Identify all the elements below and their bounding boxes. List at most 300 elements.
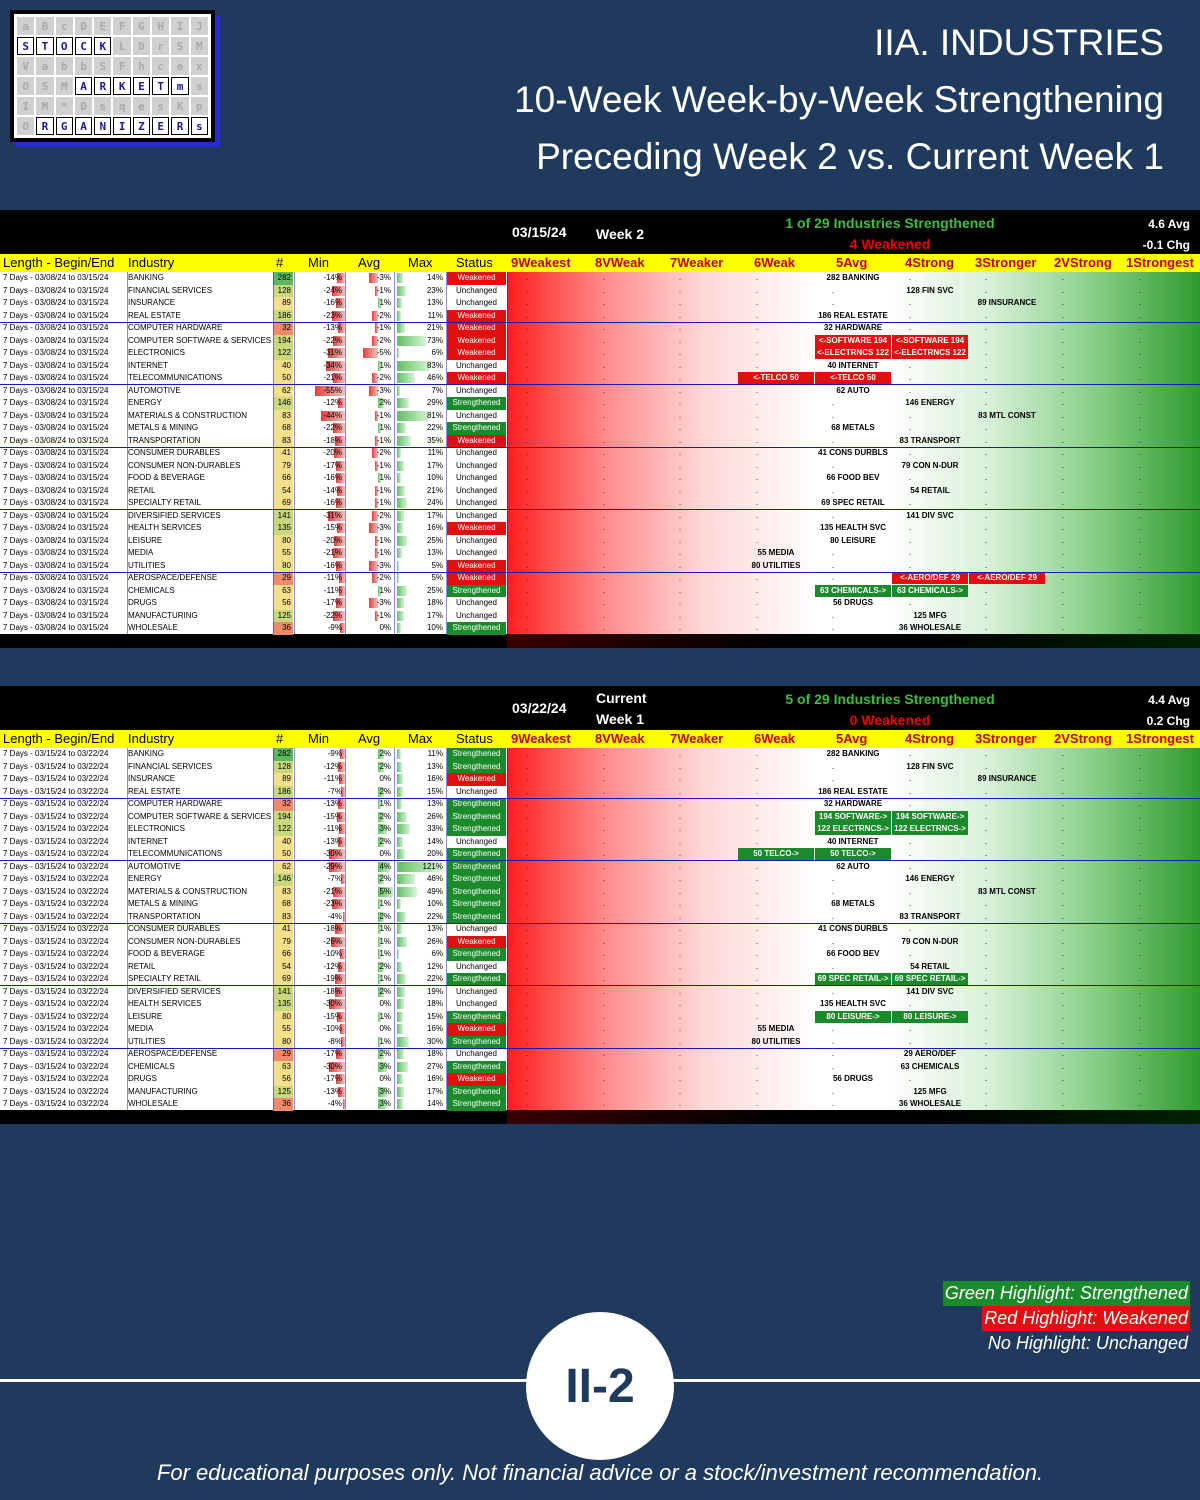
logo-cell: D [133,37,150,55]
empty-cell: . [1138,598,1142,607]
status-cell: Unchanged [456,598,497,607]
industry-cell: CONSUMER NON-DURABLES [128,936,241,946]
empty-cell: . [678,335,682,345]
avg-cell: 1% [379,936,391,946]
max-cell: 25% [426,535,443,545]
rank-tag: 40 INTERNET [827,360,879,370]
length-cell: 7 Days - 03/08/24 to 03/15/24 [3,360,109,370]
empty-cell: . [1061,1074,1065,1083]
empty-cell: . [908,899,912,908]
max-cell: 13% [426,298,443,307]
avg-cell: -1% [376,435,391,445]
avg-cell: -1% [376,498,391,507]
max-cell: 16% [426,1074,443,1083]
empty-cell: . [602,573,606,582]
rank-tag: 83 MTL CONST [978,886,1036,896]
length-cell: 7 Days - 03/08/24 to 03/15/24 [3,385,109,395]
empty-cell: . [602,1074,606,1083]
empty-cell: . [525,986,529,996]
empty-cell: . [602,373,606,382]
min-cell: -31% [323,510,342,520]
status-cell: Unchanged [456,999,497,1008]
max-cell: 121% [422,861,443,871]
rank-tag: 80 LEISURE-> [892,1011,968,1023]
status-cell: Unchanged [456,510,497,520]
industry-cell: COMPUTER SOFTWARE & SERVICES [128,335,272,345]
empty-cell: . [525,999,529,1008]
count-cell: 135 [273,522,293,535]
empty-cell: . [755,999,759,1008]
empty-cell: . [525,1049,529,1058]
column-header: Status [456,731,493,746]
avg-cell: 1% [379,360,391,370]
empty-cell: . [678,510,682,520]
industry-cell: FOOD & BEVERAGE [128,473,205,482]
industry-cell: COMPUTER HARDWARE [128,799,223,808]
min-cell: -22% [323,610,342,620]
empty-cell: . [984,936,988,946]
table-row [0,560,1200,573]
chg-value: 0.2 Chg [1146,714,1190,728]
table-row [0,911,1200,924]
empty-cell: . [525,385,529,395]
max-cell: 10% [426,899,443,908]
logo-cell: b [75,57,92,75]
logo-cell: Z [133,117,150,135]
min-cell: -21% [323,886,342,896]
empty-cell: . [525,360,529,370]
industry-cell: CONSUMER DURABLES [128,924,221,933]
max-cell: 16% [426,774,443,783]
empty-cell: . [908,849,912,858]
empty-cell: . [602,560,606,570]
empty-cell: . [602,498,606,507]
status-cell: Strengthened [447,948,506,961]
length-cell: 7 Days - 03/15/24 to 03/22/24 [3,1049,109,1058]
empty-cell: . [525,373,529,382]
status-cell: Weakened [447,1023,506,1036]
min-cell: -10% [323,949,342,958]
empty-cell: . [1061,836,1065,846]
industry-cell: REAL ESTATE [128,786,181,796]
empty-cell: . [1061,473,1065,482]
empty-cell: . [984,623,988,632]
column-header: # [276,731,284,746]
status-cell: Weakened [447,936,506,949]
count-cell: 83 [273,410,293,423]
empty-cell: . [831,573,835,582]
empty-cell: . [1061,510,1065,520]
empty-cell: . [755,1049,759,1058]
status-cell: Unchanged [456,1049,497,1058]
logo-cell: S [171,37,188,55]
empty-cell: . [908,886,912,896]
empty-cell: . [984,373,988,382]
empty-cell: . [984,435,988,445]
length-cell: 7 Days - 03/15/24 to 03/22/24 [3,824,109,833]
empty-cell: . [908,273,912,282]
logo-cell: K [94,37,111,55]
empty-cell: . [831,548,835,557]
empty-cell: . [1061,874,1065,883]
empty-cell: . [755,535,759,545]
week-1-panel [0,686,1200,1124]
count-cell: 141 [273,986,293,999]
empty-cell: . [831,986,835,996]
table-row [0,961,1200,974]
logo-cell: p [191,97,208,115]
empty-cell: . [1061,1011,1065,1021]
status-cell: Unchanged [456,298,497,307]
empty-cell: . [908,323,912,332]
empty-cell: . [755,861,759,871]
empty-cell: . [678,623,682,632]
min-cell: -24% [323,285,342,295]
avg-value: 4.6 Avg [1148,217,1190,231]
max-cell: 23% [426,285,443,295]
min-cell: -20% [323,448,342,457]
industry-table [0,272,1200,634]
avg-cell: 1% [379,974,391,983]
max-cell: 5% [431,573,443,582]
avg-cell: 1% [379,585,391,595]
rank-tag: 50 TELCO-> [815,848,891,860]
empty-cell: . [525,924,529,933]
count-cell: 83 [273,886,293,899]
length-cell: 7 Days - 03/15/24 to 03/22/24 [3,749,109,758]
empty-cell: . [1138,1049,1142,1058]
industry-cell: FINANCIAL SERVICES [128,285,213,295]
max-cell: 12% [426,961,443,971]
empty-cell: . [1138,485,1142,495]
empty-cell: . [984,335,988,345]
avg-change [1110,214,1190,256]
rank-tag: 83 TRANSPORT [899,435,961,445]
page-badge: II-2 [526,1312,674,1460]
column-header: Min [308,255,329,270]
logo-cell: * [56,97,73,115]
empty-cell: . [602,298,606,307]
length-cell: 7 Days - 03/08/24 to 03/15/24 [3,535,109,545]
empty-cell: . [984,473,988,482]
count-cell: 80 [273,1036,293,1049]
table-row [0,1048,1200,1061]
count-cell: 55 [273,547,293,560]
panel-header [0,210,1200,252]
industry-cell: FINANCIAL SERVICES [128,761,213,771]
table-row [0,335,1200,348]
count-cell: 146 [273,397,293,410]
status-cell: Strengthened [447,886,506,899]
table-row [0,285,1200,298]
empty-cell: . [1061,974,1065,983]
status-cell: Unchanged [456,410,497,420]
empty-cell: . [755,749,759,758]
empty-cell: . [602,936,606,946]
empty-cell: . [908,523,912,532]
empty-cell: . [602,435,606,445]
max-cell: 13% [426,924,443,933]
logo-cell: A [75,117,92,135]
empty-cell: . [602,360,606,370]
column-header: 9Weakest [511,255,571,270]
rank-tag: 141 DIV SVC [906,986,954,996]
rank-tag: <-SOFTWARE 194 [815,335,891,347]
empty-cell: . [1138,585,1142,595]
industry-cell: UTILITIES [128,560,166,570]
empty-cell: . [602,1049,606,1058]
min-cell: -19% [323,974,342,983]
count-cell: 68 [273,422,293,435]
table-row [0,986,1200,999]
empty-cell: . [602,585,606,595]
industry-cell: CHEMICALS [128,1061,175,1071]
empty-cell: . [984,610,988,620]
empty-cell: . [525,749,529,758]
rank-tag: 63 CHEMICALS-> [815,585,891,597]
count-cell: 69 [273,497,293,510]
avg-cell: -1% [376,610,391,620]
table-row [0,873,1200,886]
industry-cell: UTILITIES [128,1036,166,1046]
min-cell: -14% [323,273,342,282]
rank-tag: 41 CONS DURBLS [818,924,888,934]
empty-cell: . [1138,523,1142,532]
empty-cell: . [1061,786,1065,796]
empty-cell: . [1061,623,1065,632]
length-cell: 7 Days - 03/15/24 to 03/22/24 [3,936,109,946]
rank-tag: 69 SPEC RETAIL [821,498,885,508]
logo-cell: x [191,57,208,75]
industry-cell: AEROSPACE/DEFENSE [128,573,218,582]
max-cell: 29% [426,398,443,407]
avg-cell: 1% [379,899,391,908]
logo-cell: B [36,17,53,35]
min-cell: -16% [323,498,342,507]
length-cell: 7 Days - 03/08/24 to 03/15/24 [3,323,109,332]
column-header: 1Strongest [1126,731,1194,746]
empty-cell: . [755,510,759,520]
title-line-2: 10-Week Week-by-Week Strengthening [514,79,1164,120]
length-cell: 7 Days - 03/08/24 to 03/15/24 [3,498,109,507]
max-cell: 81% [426,410,443,420]
empty-cell: . [678,799,682,808]
rank-tag: 135 HEALTH SVC [819,999,887,1009]
empty-cell: . [525,824,529,833]
length-cell: 7 Days - 03/15/24 to 03/22/24 [3,774,109,783]
empty-cell: . [1061,423,1065,432]
logo-cell: m [171,77,188,95]
min-cell: -10% [323,1024,342,1033]
min-cell: -16% [323,473,342,482]
logo-cell: G [133,17,150,35]
industry-cell: DIVERSIFIED SERVICES [128,986,221,996]
empty-cell: . [1138,510,1142,520]
empty-cell: . [755,886,759,896]
industry-cell: RETAIL [128,961,156,971]
empty-cell: . [984,360,988,370]
empty-cell: . [755,1086,759,1096]
empty-cell: . [984,323,988,332]
empty-cell: . [525,961,529,971]
empty-cell: . [602,836,606,846]
count-cell: 62 [273,385,293,398]
table-row [0,510,1200,523]
rank-tag: 186 REAL ESTATE [818,310,888,320]
empty-cell: . [525,1074,529,1083]
empty-cell: . [755,799,759,808]
empty-cell: . [525,348,529,357]
empty-cell: . [831,1099,835,1108]
min-cell: -11% [323,573,342,582]
empty-cell: . [525,610,529,620]
rank-tag: 141 DIV SVC [906,510,954,520]
count-cell: 79 [273,460,293,473]
empty-cell: . [755,623,759,632]
min-cell: -18% [323,924,342,933]
empty-cell: . [755,824,759,833]
industry-cell: TRANSPORTATION [128,435,201,445]
length-cell: 7 Days - 03/15/24 to 03/22/24 [3,1036,109,1046]
empty-cell: . [602,961,606,971]
column-header: Length - Begin/End [3,731,115,746]
table-row [0,823,1200,836]
empty-cell: . [1138,749,1142,758]
empty-cell: . [1138,1036,1142,1046]
empty-cell: . [525,310,529,320]
max-cell: 17% [426,510,443,520]
industry-cell: WHOLESALE [128,623,178,632]
empty-cell: . [1138,323,1142,332]
rank-tag: 62 AUTO [836,385,870,395]
industry-cell: TRANSPORTATION [128,911,201,921]
empty-cell: . [984,498,988,507]
empty-cell: . [602,460,606,470]
empty-cell: . [525,410,529,420]
empty-cell: . [1138,573,1142,582]
empty-cell: . [755,348,759,357]
empty-cell: . [1061,861,1065,871]
empty-cell: . [525,485,529,495]
rank-tag: 79 CON N-DUR [901,460,959,470]
empty-cell: . [984,799,988,808]
length-cell: 7 Days - 03/08/24 to 03/15/24 [3,610,109,620]
industry-cell: RETAIL [128,485,156,495]
rank-tag: 29 AERO/DEF [903,1049,957,1059]
table-row [0,372,1200,385]
empty-cell: . [602,285,606,295]
empty-cell: . [678,824,682,833]
max-cell: 11% [427,448,443,457]
min-cell: -7% [327,786,342,796]
rank-tag: <-TELCO 50 [738,372,814,384]
empty-cell: . [678,949,682,958]
empty-cell: . [1061,1049,1065,1058]
empty-cell: . [984,523,988,532]
empty-cell: . [1061,323,1065,332]
empty-cell: . [1061,949,1065,958]
empty-cell: . [1061,498,1065,507]
column-header: 4Strong [905,731,955,746]
avg-cell: -1% [376,535,391,545]
count-cell: 80 [273,535,293,548]
rank-tag: 282 BANKING [826,273,880,283]
empty-cell: . [831,774,835,783]
count-cell: 282 [273,272,293,285]
status-cell: Strengthened [447,622,506,635]
status-cell: Weakened [447,773,506,786]
empty-cell: . [678,899,682,908]
empty-cell: . [678,460,682,470]
status-cell: Unchanged [456,535,497,545]
length-cell: 7 Days - 03/15/24 to 03/22/24 [3,899,109,908]
table-row [0,1036,1200,1049]
empty-cell: . [908,749,912,758]
empty-cell: . [984,899,988,908]
avg-cell: 3% [379,1086,391,1096]
logo-cell: L [113,37,130,55]
status-cell: Unchanged [456,448,497,457]
table-row [0,597,1200,610]
empty-cell: . [602,974,606,983]
count-cell: 80 [273,560,293,573]
min-cell: -17% [323,598,342,607]
empty-cell: . [602,310,606,320]
empty-cell: . [678,485,682,495]
empty-cell: . [602,1024,606,1033]
empty-cell: . [1138,899,1142,908]
min-cell: -18% [323,435,342,445]
empty-cell: . [831,1049,835,1058]
empty-cell: . [602,523,606,532]
length-cell: 7 Days - 03/08/24 to 03/15/24 [3,573,109,582]
empty-cell: . [908,560,912,570]
empty-cell: . [525,1024,529,1033]
empty-cell: . [525,448,529,457]
min-cell: -4% [327,911,342,921]
table-row [0,973,1200,986]
empty-cell: . [1138,498,1142,507]
table-row [0,310,1200,323]
max-cell: 17% [426,610,443,620]
empty-cell: . [525,598,529,607]
avg-value: 4.4 Avg [1148,693,1190,707]
empty-cell: . [984,1061,988,1071]
industry-cell: TELECOMMUNICATIONS [128,849,223,858]
weakened-count: 4 Weakened [849,236,931,252]
week-2-panel [0,210,1200,648]
status-cell: Weakened [447,347,506,360]
status-cell: Strengthened [447,422,506,435]
table-row [0,622,1200,635]
rank-tag: 62 AUTO [836,861,870,871]
avg-cell: 0% [379,999,391,1008]
max-cell: 46% [426,373,443,382]
empty-cell: . [525,460,529,470]
column-header: 8VWeak [595,731,645,746]
avg-cell: 5% [379,886,391,896]
length-cell: 7 Days - 03/15/24 to 03/22/24 [3,1024,109,1033]
empty-cell: . [1061,799,1065,808]
min-cell: -11% [323,824,342,833]
logo-cell: H [152,17,169,35]
length-cell: 7 Days - 03/08/24 to 03/15/24 [3,348,109,357]
status-cell: Unchanged [456,285,497,295]
logo-cell: M [56,77,73,95]
empty-cell: . [1138,385,1142,395]
empty-cell: . [755,1074,759,1083]
max-cell: 15% [426,786,443,796]
